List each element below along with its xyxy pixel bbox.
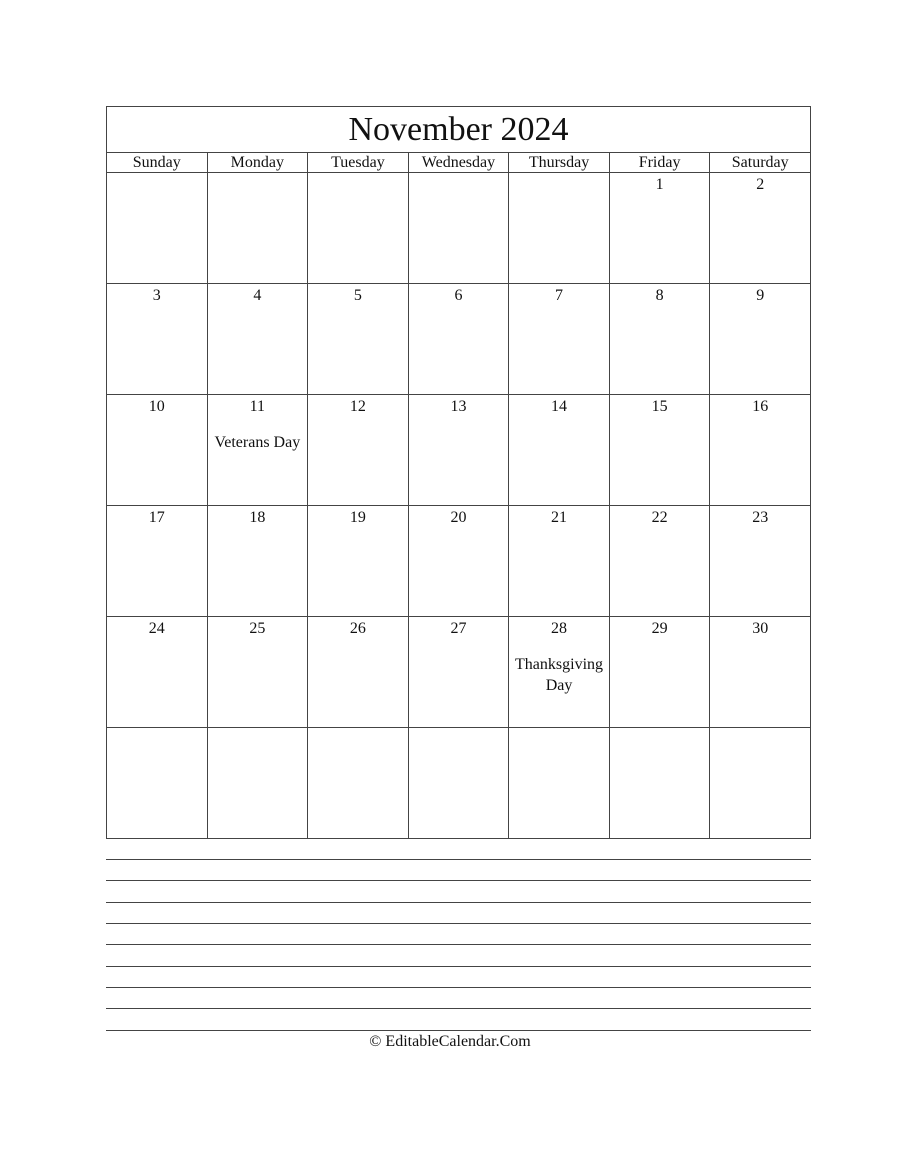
note-line[interactable] [106,902,811,903]
note-line[interactable] [106,923,811,924]
day-number: 1 [655,176,664,193]
day-number: 9 [756,287,765,304]
day-number: 27 [450,620,467,637]
day-number: 25 [249,620,266,637]
note-line[interactable] [106,880,811,881]
footer-credit: © EditableCalendar.Com [369,1033,531,1050]
day-number: 29 [651,620,668,637]
day-number: 18 [249,509,266,526]
note-line[interactable] [106,1030,811,1031]
day-number: 19 [349,509,366,526]
notes-area [106,0,811,1165]
day-number: 5 [353,287,362,304]
weekday-sunday: Sunday [107,153,208,173]
note-line[interactable] [106,859,811,860]
day-number: 28 [551,620,568,637]
note-line[interactable] [106,966,811,967]
day-number: 2 [756,176,765,193]
day-number: 7 [555,287,564,304]
holiday-label: Veterans Day [214,434,301,451]
day-number: 14 [551,398,568,415]
day-number: 6 [454,287,463,304]
note-line[interactable] [106,987,811,988]
weekday-tuesday: Tuesday [308,153,409,173]
day-number: 21 [551,509,568,526]
weekday-friday: Friday [609,153,710,173]
day-number: 22 [651,509,668,526]
note-line[interactable] [106,944,811,945]
day-number: 8 [655,287,664,304]
day-number: 24 [148,620,165,637]
day-number: 30 [752,620,769,637]
day-number: 15 [651,398,668,415]
day-number: 20 [450,509,467,526]
day-number: 17 [148,509,165,526]
holiday-label: Thanksgiving Day [515,656,604,694]
calendar-title: November 2024 [107,107,811,153]
day-number: 11 [249,398,266,415]
day-number: 12 [349,398,366,415]
day-number: 23 [752,509,769,526]
day-number: 3 [152,287,161,304]
day-number: 26 [349,620,366,637]
day-number: 10 [148,398,165,415]
weekday-monday: Monday [207,153,308,173]
day-number: 16 [752,398,769,415]
day-number: 13 [450,398,467,415]
note-line[interactable] [106,1008,811,1009]
day-number: 4 [253,287,262,304]
weekday-saturday: Saturday [710,153,811,173]
weekday-wednesday: Wednesday [408,153,509,173]
weekday-thursday: Thursday [509,153,610,173]
